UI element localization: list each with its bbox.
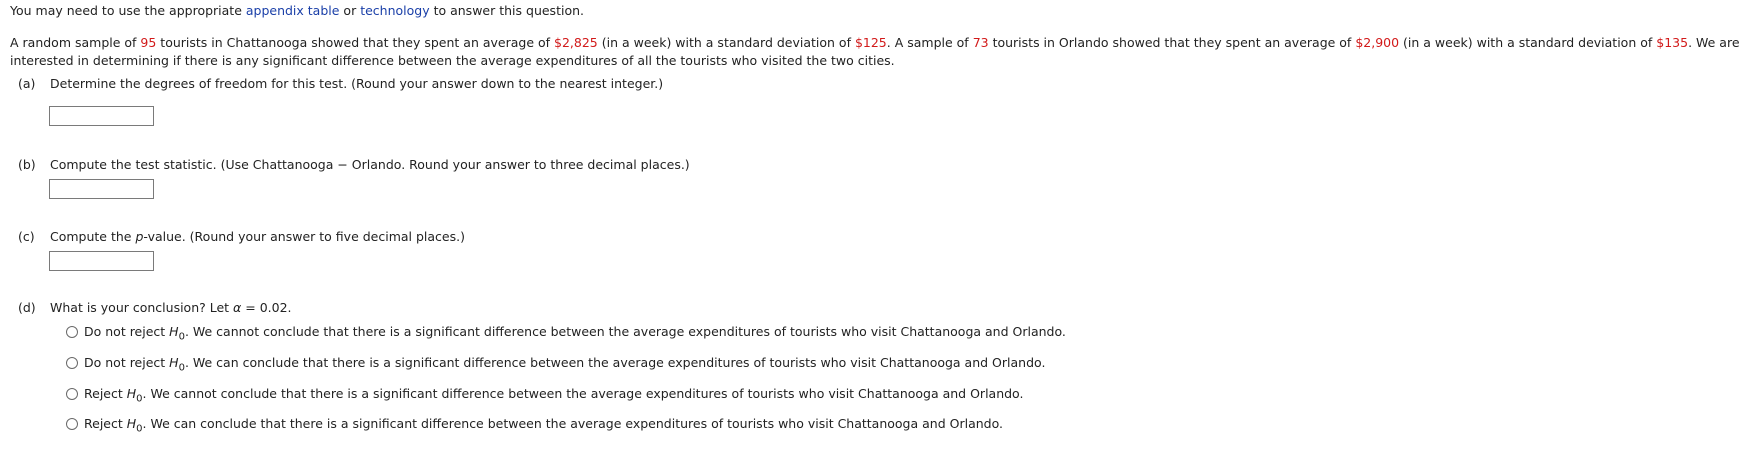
- h-subscript: 0: [136, 423, 143, 435]
- h-letter: H: [169, 324, 179, 339]
- h-subscript: 0: [178, 331, 185, 343]
- conclusion-option-3[interactable]: [66, 386, 1023, 405]
- part-b-text: Compute the test statistic. (Use Chattanooga − Orlando. Round your answer to three decimal places.): [50, 157, 690, 172]
- test-statistic-input[interactable]: [49, 179, 154, 199]
- sample-size-chattanooga: 95: [140, 35, 157, 50]
- appendix-table-link[interactable]: appendix table: [245, 3, 340, 18]
- intro-or: or: [339, 3, 361, 18]
- intro-suffix: to answer this question.: [429, 3, 584, 18]
- problem-text: . We are interested in determining if there is any significant difference between the average expenditures of all the tourists who visited the two cities.: [10, 35, 1740, 68]
- mean-orlando: $2,900: [1355, 35, 1400, 50]
- problem-statement: [10, 34, 1740, 70]
- part-a-prompt: [18, 76, 663, 91]
- h0-symbol: [126, 386, 143, 405]
- sd-orlando: $135: [1656, 35, 1689, 50]
- radio-button[interactable]: [66, 388, 78, 400]
- problem-text: . A sample of: [886, 35, 973, 50]
- part-a-text: Determine the degrees of freedom for this test. (Round your answer down to the nearest integer.): [50, 76, 664, 91]
- option-text: . We cannot conclude that there is a significant difference between the average expenditures of tourists who visit Chattanooga and Orlando.: [184, 324, 1066, 339]
- alpha-symbol: α: [233, 300, 242, 315]
- h0-symbol: [126, 416, 143, 435]
- p-value-input[interactable]: [49, 251, 154, 271]
- h-letter: H: [126, 386, 137, 401]
- radio-button[interactable]: [66, 357, 78, 369]
- h-letter: H: [169, 355, 179, 370]
- option-text: . We can conclude that there is a significant difference between the average expenditures of tourists who visit Chattanooga and Orlando.: [184, 355, 1046, 370]
- option-decision: Do not reject: [84, 324, 170, 339]
- conclusion-option-2[interactable]: [66, 355, 1045, 374]
- problem-text: tourists in Orlando showed that they spent an average of: [988, 35, 1356, 50]
- part-d-text-pre: What is your conclusion? Let: [50, 300, 234, 315]
- problem-text: A random sample of: [10, 35, 141, 50]
- part-c-p: p: [135, 229, 144, 244]
- intro-text: [10, 3, 584, 18]
- radio-button[interactable]: [66, 326, 78, 338]
- option-text: . We can conclude that there is a significant difference between the average expenditures of tourists who visit Chattanooga and Orlando.: [142, 416, 1003, 431]
- option-decision: Reject: [84, 416, 127, 431]
- degrees-of-freedom-input[interactable]: [49, 106, 154, 126]
- part-a-letter: (a): [18, 76, 36, 91]
- part-d-letter: (d): [18, 300, 36, 315]
- part-d-prompt: [18, 300, 292, 315]
- h-letter: H: [126, 416, 137, 431]
- sample-size-orlando: 73: [972, 35, 989, 50]
- part-d-text-post: = 0.02.: [241, 300, 292, 315]
- h0-symbol: [169, 355, 185, 374]
- radio-button[interactable]: [66, 418, 78, 430]
- problem-text: (in a week) with a standard deviation of: [597, 35, 855, 50]
- part-b-prompt: [18, 157, 690, 172]
- conclusion-option-1[interactable]: [66, 324, 1066, 343]
- part-c-prompt: [18, 229, 465, 244]
- option-decision: Do not reject: [84, 355, 170, 370]
- technology-link[interactable]: technology: [360, 3, 430, 18]
- sd-chattanooga: $125: [854, 35, 887, 50]
- problem-text: tourists in Chattanooga showed that they spent an average of: [156, 35, 555, 50]
- h-subscript: 0: [136, 393, 143, 405]
- option-text: . We cannot conclude that there is a significant difference between the average expenditures of tourists who visit Chattanooga and Orlando.: [142, 386, 1024, 401]
- h-subscript: 0: [178, 362, 185, 374]
- part-c-letter: (c): [18, 229, 35, 244]
- part-c-text-pre: Compute the: [50, 229, 136, 244]
- h0-symbol: [169, 324, 185, 343]
- part-c-text-post: -value. (Round your answer to five decimal places.): [143, 229, 465, 244]
- conclusion-option-4[interactable]: [66, 416, 1003, 435]
- problem-text: (in a week) with a standard deviation of: [1399, 35, 1657, 50]
- option-decision: Reject: [84, 386, 127, 401]
- part-b-letter: (b): [18, 157, 36, 172]
- mean-chattanooga: $2,825: [554, 35, 598, 50]
- intro-prefix: You may need to use the appropriate: [10, 3, 246, 18]
